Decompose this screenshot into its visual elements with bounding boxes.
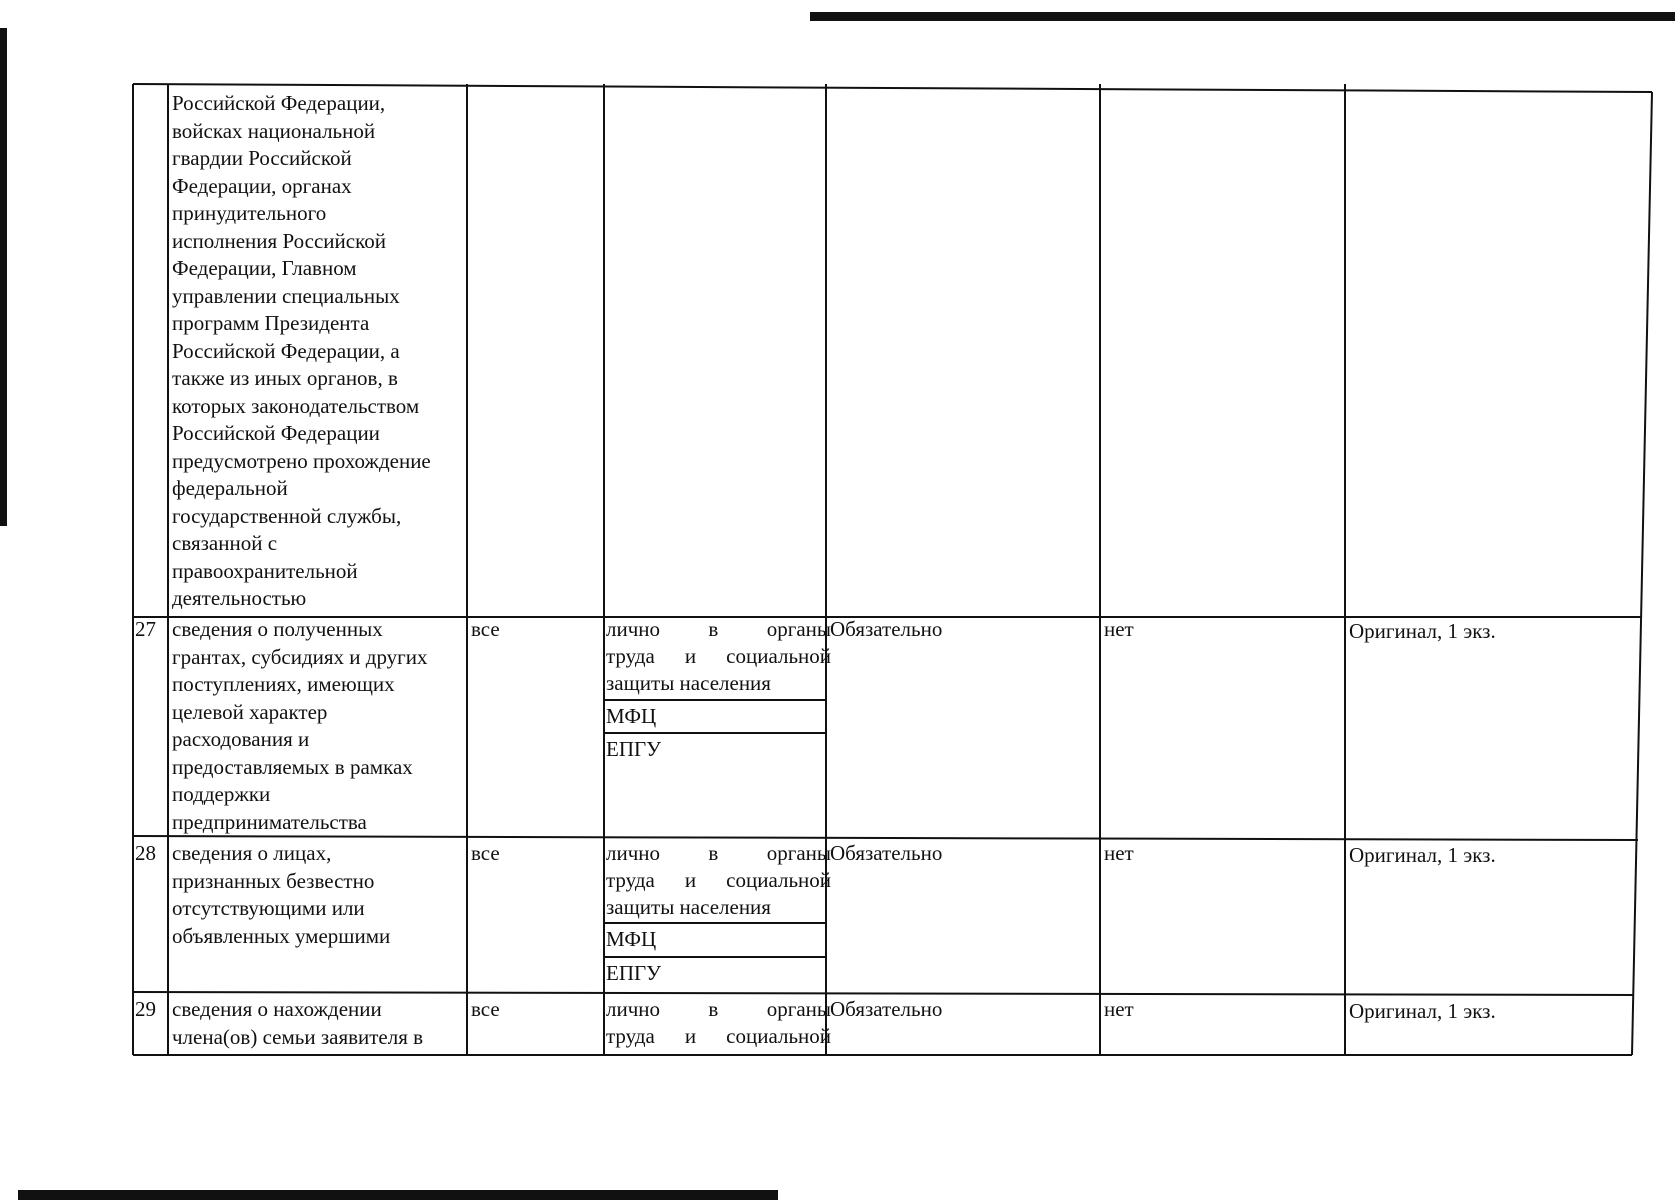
applicant-category: все (471, 617, 500, 641)
channel-line: защиты населения (606, 671, 771, 695)
channel-word: в (708, 841, 719, 865)
channel-word: лично (606, 997, 661, 1021)
channel-word: и (684, 644, 697, 668)
channel-epgu: ЕПГУ (606, 737, 662, 761)
channel-word: лично (606, 617, 661, 641)
applicant-category: все (471, 841, 500, 865)
channel-mfc: МФЦ (606, 927, 657, 951)
channel-word: органы (766, 617, 831, 641)
channel-line (606, 867, 831, 894)
channel-line (606, 616, 831, 643)
channel-word: органы (766, 841, 831, 865)
channel-line (606, 996, 831, 1023)
channel-word: труда (606, 644, 655, 668)
document-name: сведения о лицах, признанных безвестно отсутствующими или объявленных умершими (172, 841, 391, 948)
row-number: 28 (135, 841, 156, 865)
channel-epgu: ЕПГУ (606, 961, 662, 985)
channel-line: защиты населения (606, 895, 771, 919)
channel-word: труда (606, 868, 655, 892)
channel-word: и (684, 868, 697, 892)
row-number: 29 (135, 997, 156, 1021)
mandatory-status: Обязательно (830, 997, 943, 1021)
channel-word: и (684, 1024, 697, 1048)
channel-word: труда (606, 1024, 655, 1048)
flag-value: нет (1104, 841, 1134, 865)
channel-mfc: МФЦ (606, 704, 657, 728)
channel-word: социальной (726, 868, 831, 892)
document-form: Оригинал, 1 экз. (1349, 843, 1496, 867)
channel-word: лично (606, 841, 661, 865)
channel-word: в (708, 997, 719, 1021)
channel-line (606, 1023, 831, 1050)
channel-word: в (708, 617, 719, 641)
continuation-document-text: Российской Федерации, войсках национальной гвардии Российской Федерации, органах принудительного исполнения Российской Федерации, Главном управлении специальных программ Президента Российской Федерации, а также из иных органов, в которых законодательством Российской Федерации предусмотрено прохождение федеральной государственной службы, связанной с правоохранительной деятельностью (172, 91, 431, 610)
channel-line (606, 840, 831, 867)
channel-word: органы (766, 997, 831, 1021)
channel-line (606, 643, 831, 670)
document-form: Оригинал, 1 экз. (1349, 619, 1496, 643)
applicant-category: все (471, 997, 500, 1021)
channel-word: социальной (726, 644, 831, 668)
mandatory-status: Обязательно (830, 841, 943, 865)
document-form: Оригинал, 1 экз. (1349, 999, 1496, 1023)
flag-value: нет (1104, 617, 1134, 641)
row-number: 27 (135, 617, 156, 641)
flag-value: нет (1104, 997, 1134, 1021)
channel-word: социальной (726, 1024, 831, 1048)
document-name: сведения о нахождении члена(ов) семьи заявителя в (172, 997, 424, 1049)
document-name: сведения о полученных грантах, субсидиях и других поступлениях, имеющих целевой характер расходования и предоставляемых в рамках поддержки предпринимательства (172, 617, 428, 834)
mandatory-status: Обязательно (830, 617, 943, 641)
